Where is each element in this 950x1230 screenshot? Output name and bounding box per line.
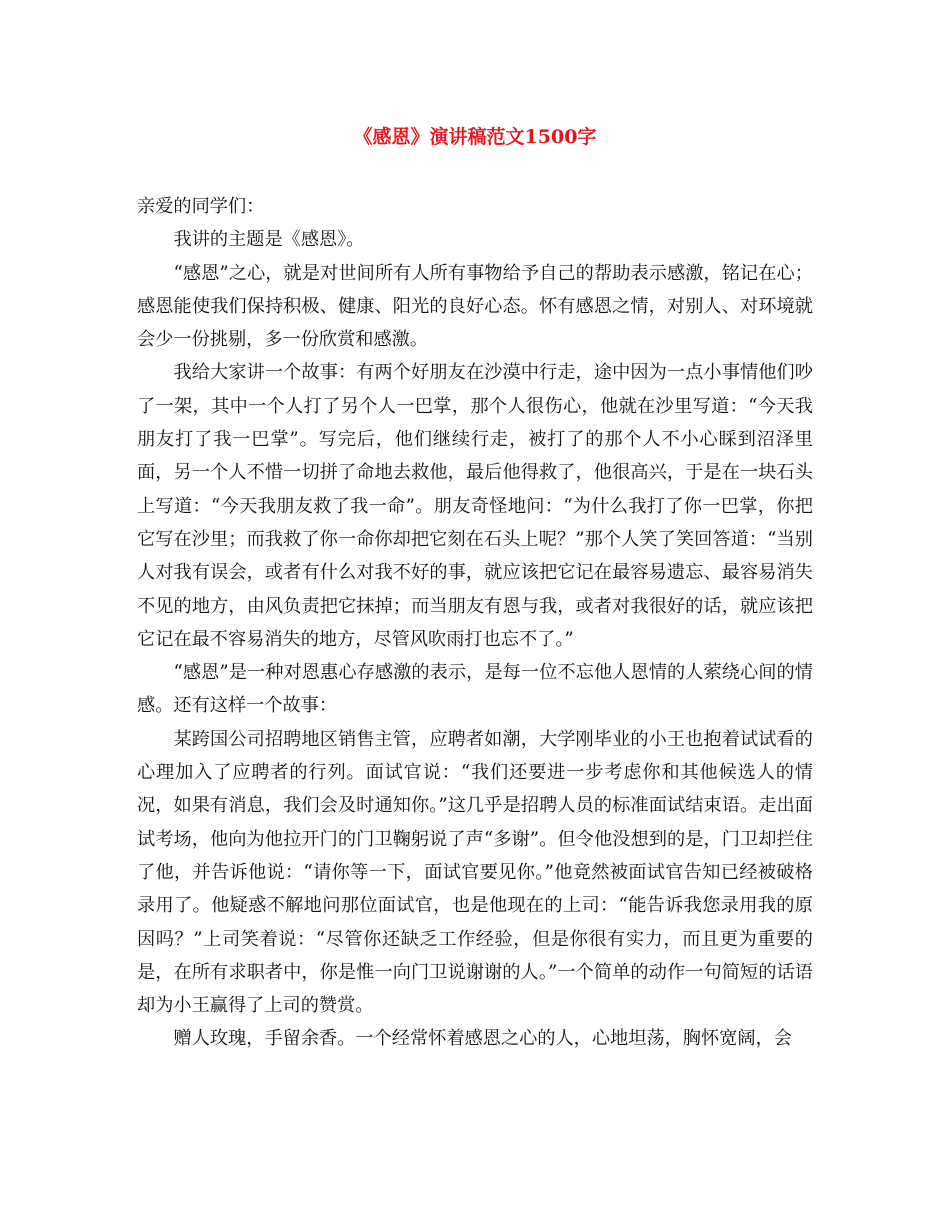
paragraph-interview-story: 某跨国公司招聘地区销售主管，应聘者如潮，大学刚毕业的小王也抱着试试看的心理加入了应聘者的行列。面试官说：“我们还要进一步考虑你和其他候选人的情况，如果有消息，我们会及时通知你。”这几乎是招聘人员的标准面试结束语。走出面试考场，他向为他拉开门的门卫鞠躬说了声“多谢”。但令他没想到的是，门卫却拦住了他，并告诉他说：“请你等一下，面试官要见你。”他竟然被面试官告知已经被破格录用了。他疑惑不解地问那位面试官，也是他现在的上司：“能告诉我您录用我的原因吗？”上司笑着说：“尽管你还缺乏工作经验，但是你很有实力，而且更为重要的是，在所有求职者中，你是惟一向门卫说谢谢的人。”一个简单的动作一句简短的话语却为小王赢得了上司的赞赏。 (137, 728, 813, 1017)
paragraph-roses: 赠人玫瑰，手留余香。一个经常怀着感恩之心的人，心地坦荡，胸怀宽阔，会 (173, 1028, 792, 1050)
paragraph-topic: 我讲的主题是《感恩》。 (173, 229, 365, 251)
salutation: 亲爱的同学们： (137, 196, 265, 217)
document-body (137, 190, 813, 1056)
document-title: 《感恩》演讲稿范文1500字 (353, 126, 597, 148)
paragraph-desert-story: 我给大家讲一个故事：有两个好朋友在沙漠中行走，途中因为一点小事情他们吵了一架，其中一个人打了另个人一巴掌，那个人很伤心，他就在沙里写道：“今天我朋友打了我一巴掌”。写完后，他们继续行走，被打了的那个人不小心睬到沼泽里面，另一个人不惜一切拼了命地去救他，最后他得救了，他很高兴，于是在一块石头上写道：“今天我朋友救了我一命”。朋友奇怪地问：“为什么我打了你一巴掌，你把它写在沙里；而我救了你一命你却把它刻在石头上呢？”那个人笑了笑回答道：“当别人对我有误会，或者有什么对我不好的事，就应该把它记在最容易遗忘、最容易消失不见的地方，由风负责把它抹掉；而当朋友有恩与我，或者对我很好的话，就应该把它记在最不容易消失的地方，尽管风吹雨打也忘不了。” (137, 362, 813, 650)
paragraph-gratitude-expression: “感恩”是一种对恩惠心存感激的表示，是每一位不忘他人恩情的人萦绕心间的情感。还有这样一个故事： (137, 662, 813, 717)
paragraph-gratitude-definition: “感恩”之心，就是对世间所有人所有事物给予自己的帮助表示感激，铭记在心；感恩能使我们保持积极、健康、阳光的良好心态。怀有感恩之情，对别人、对环境就会少一份挑剔，多一份欣赏和感激。 (137, 262, 813, 351)
